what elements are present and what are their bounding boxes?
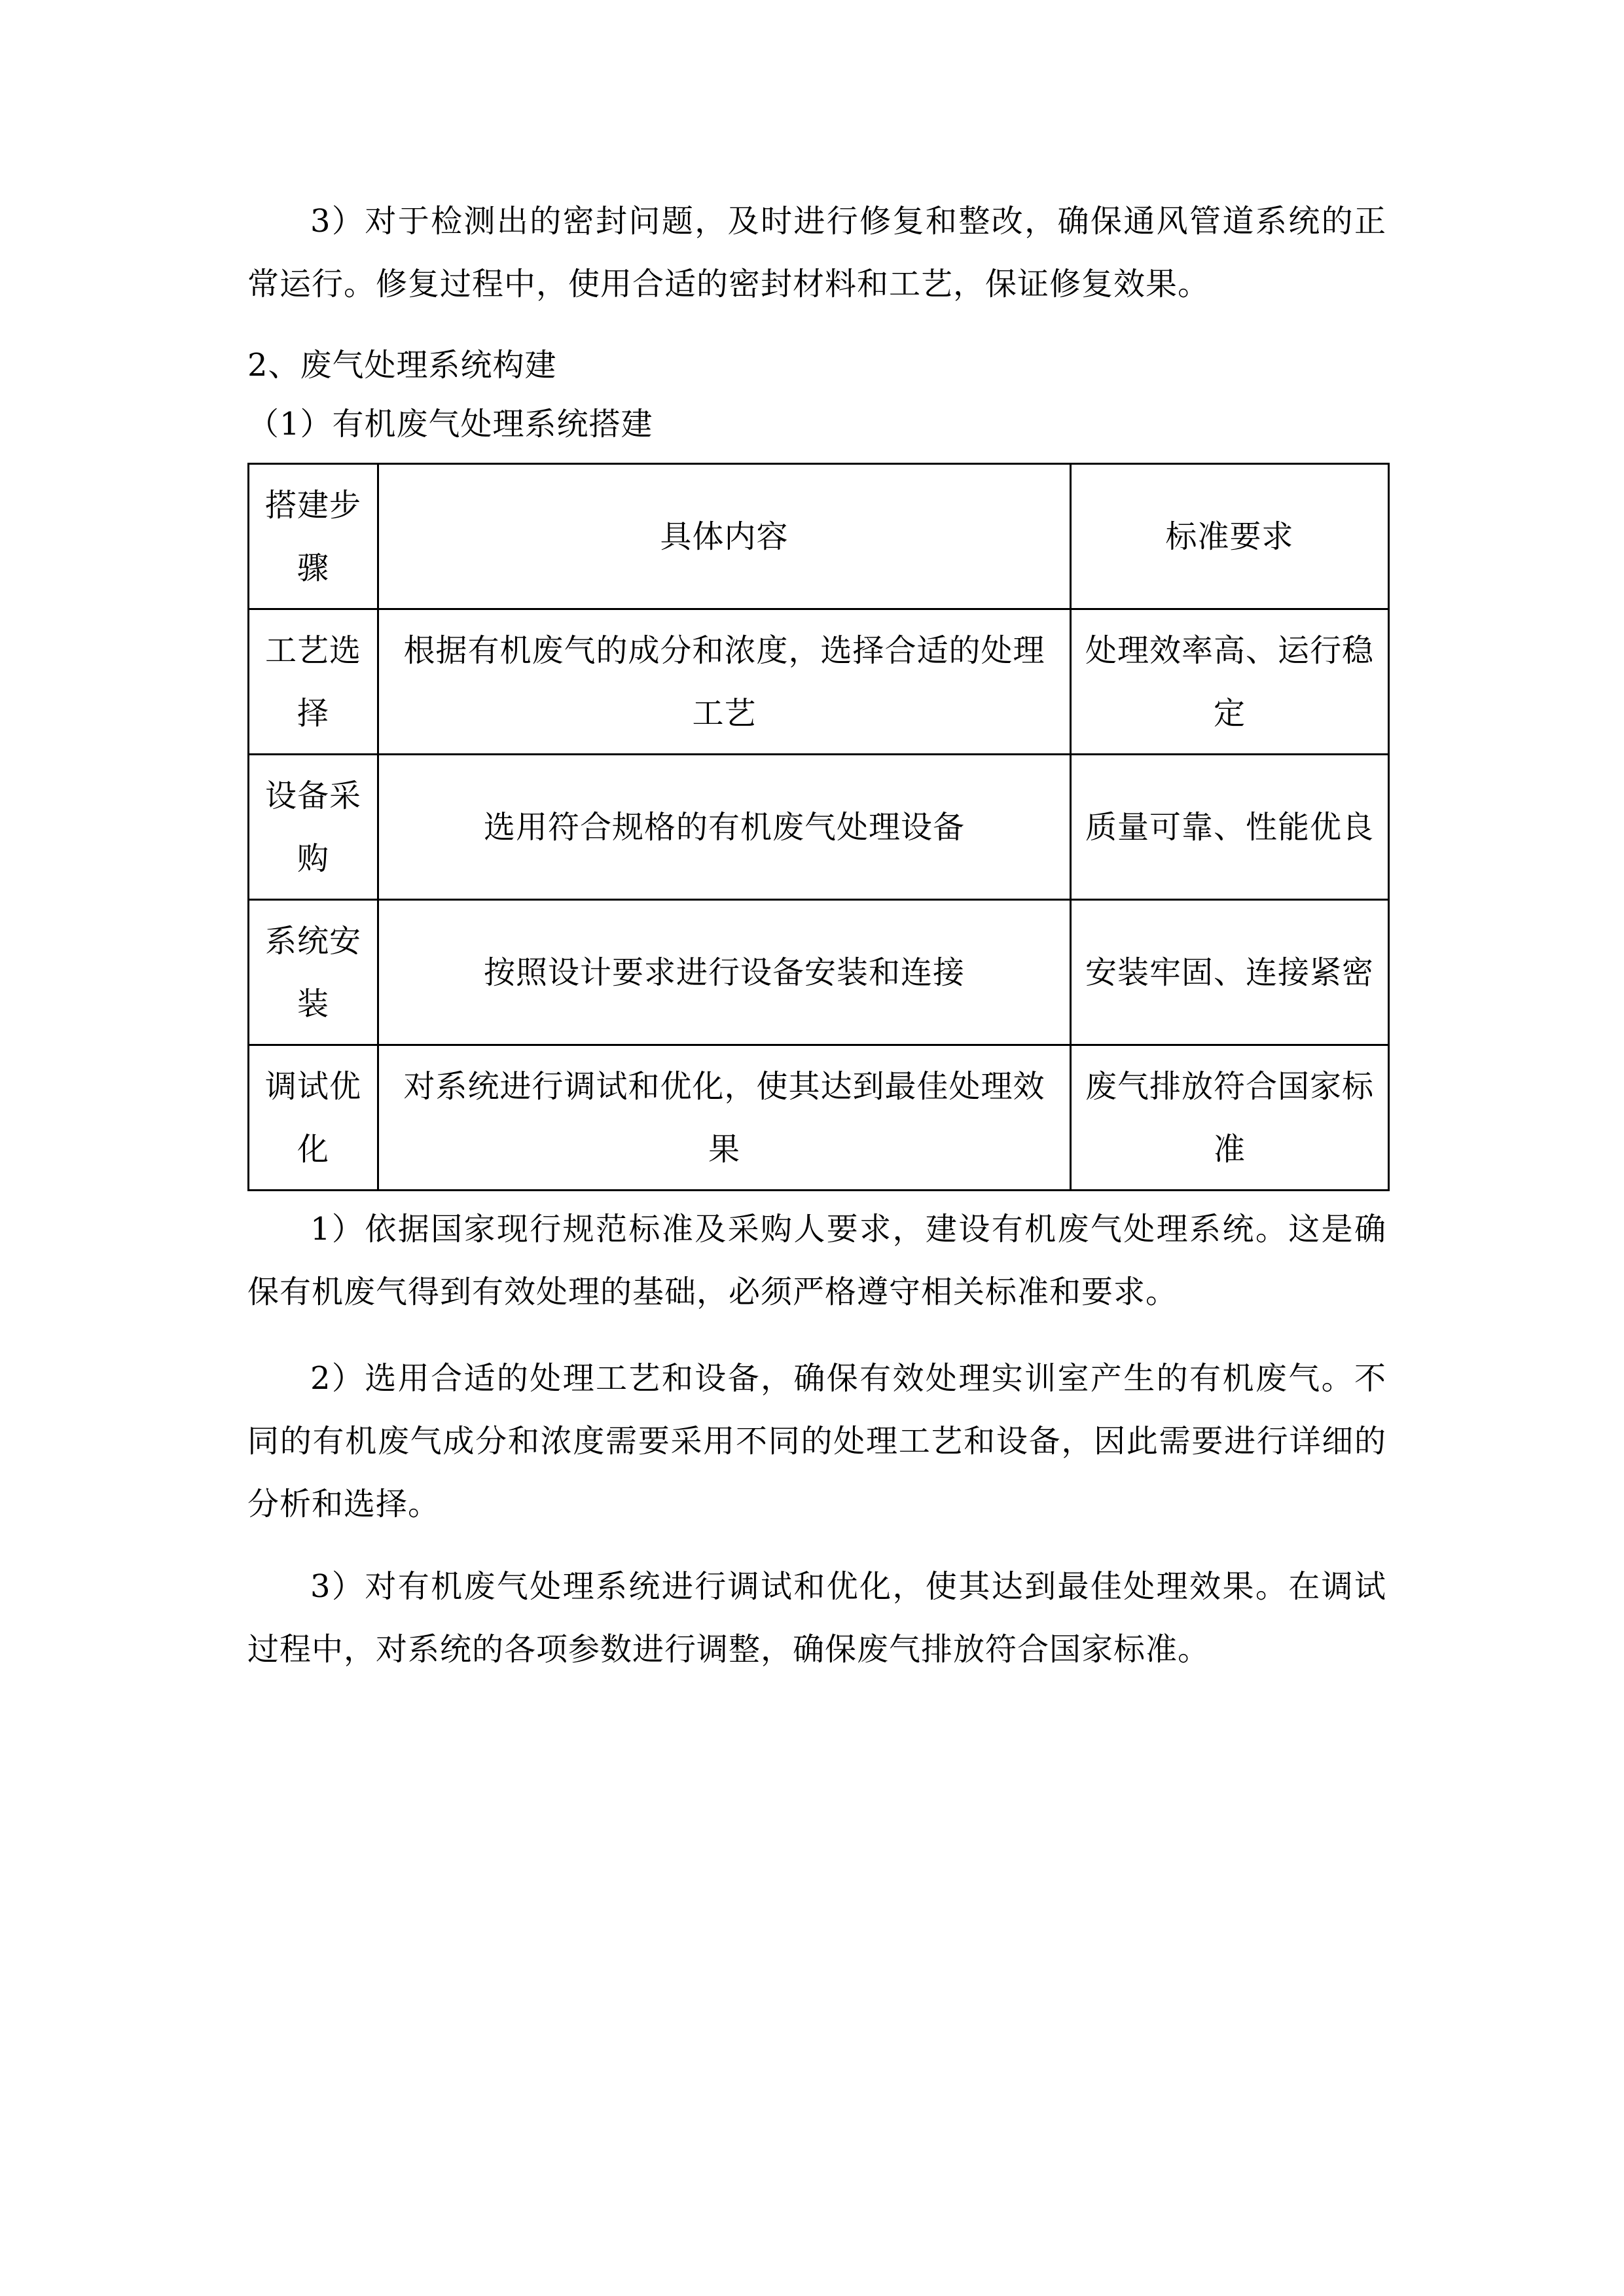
subsection-heading: （1）有机废气处理系统搭建 [247,406,653,442]
cell-standard: 质量可靠、性能优良 [1071,755,1389,900]
paragraph-seal-repair: 3）对于检测出的密封问题，及时进行修复和整改，确保通风管道系统的正常运行。修复过程中，使用合适的密封材料和工艺，保证修复效果。 [247,203,1386,302]
table-row [249,900,1389,1045]
cell-content: 选用符合规格的有机废气处理设备 [378,755,1071,900]
cell-standard: 处理效率高、运行稳定 [1071,609,1389,755]
cell-content: 对系统进行调试和优化，使其达到最佳处理效果 [378,1045,1071,1191]
paragraph-tuning: 3）对有机废气处理系统进行调试和优化，使其达到最佳处理效果。在调试过程中，对系统的各项参数进行调整，确保废气排放符合国家标准。 [247,1568,1386,1668]
header-standard: 标准要求 [1071,464,1389,609]
table-row [249,1045,1389,1191]
cell-step: 调试优化 [249,1045,378,1191]
section-heading: 2、废气处理系统构建 [247,347,557,384]
table-row [249,755,1389,900]
build-steps-table [247,463,1390,1191]
table-row [249,609,1389,755]
cell-standard: 废气排放符合国家标准 [1071,1045,1389,1191]
cell-step: 工艺选择 [249,609,378,755]
cell-step: 设备采购 [249,755,378,900]
cell-standard: 安装牢固、连接紧密 [1071,900,1389,1045]
paragraph-equipment: 2）选用合适的处理工艺和设备，确保有效处理实训室产生的有机废气。不同的有机废气成分和浓度需要采用不同的处理工艺和设备，因此需要进行详细的分析和选择。 [247,1360,1386,1522]
table-header-row [249,464,1389,609]
paragraph-standards: 1）依据国家现行规范标准及采购人要求，建设有机废气处理系统。这是确保有机废气得到有效处理的基础，必须严格遵守相关标准和要求。 [247,1211,1386,1310]
cell-content: 根据有机废气的成分和浓度，选择合适的处理工艺 [378,609,1071,755]
cell-content: 按照设计要求进行设备安装和连接 [378,900,1071,1045]
header-step: 搭建步骤 [249,464,378,609]
cell-step: 系统安装 [249,900,378,1045]
header-content: 具体内容 [378,464,1071,609]
